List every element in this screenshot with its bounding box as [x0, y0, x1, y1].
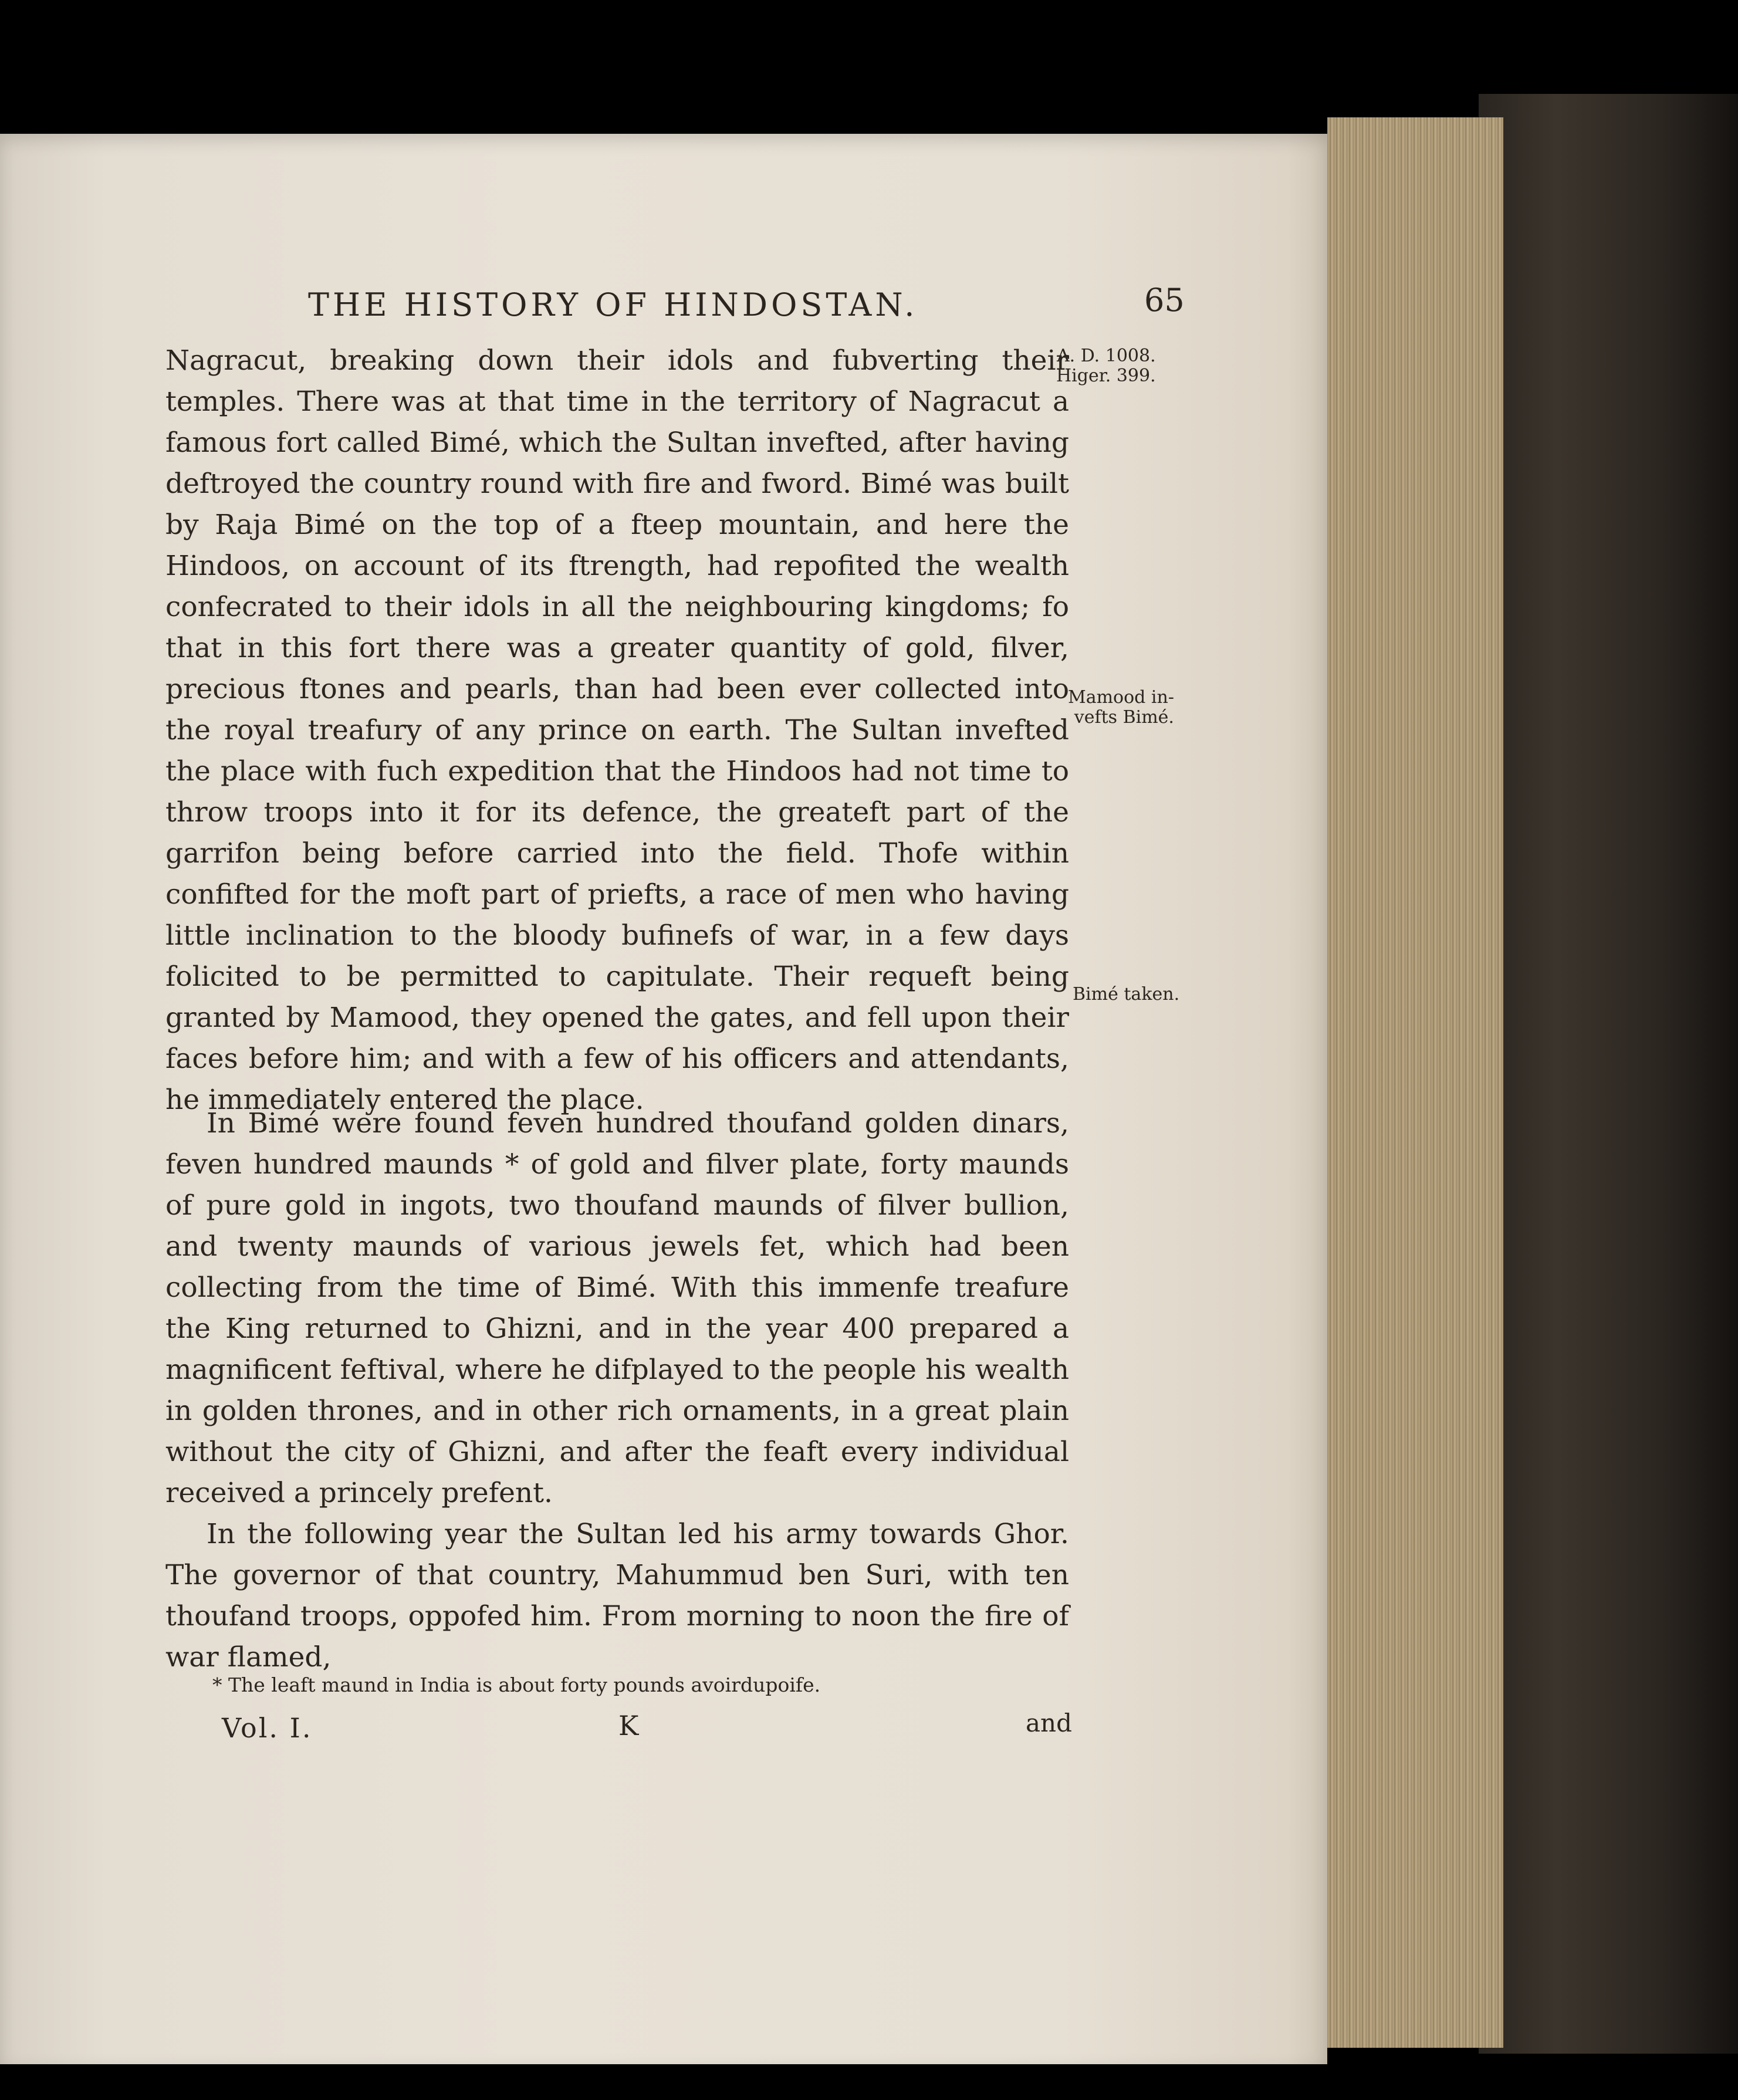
page-edges — [1327, 117, 1503, 2048]
running-head: THE HISTORY OF HINDOSTAN. — [308, 286, 918, 323]
margin-note-line: vefts Bimé. — [1074, 707, 1174, 728]
margin-note-line: A. D. 1008. — [1056, 346, 1156, 366]
volume-signature: Vol. I. — [222, 1712, 313, 1744]
signature-mark: K — [618, 1710, 639, 1741]
paragraph-2: In Bimé were found feven hundred thoufand golden dinars, feven hundred maunds * of gold and filver plate, forty maunds of pure gold in ingots, two thoufand maunds of filver bullion, and twenty maunds of various jewels fet, which had been collecting from the time of Bimé. With this immenfe treafure the King returned to Ghizni, and in the year 400 prepared a magnificent feftival, where he difplayed to the people his wealth in golden thrones, and in other rich ornaments, in a great plain without the city of Ghizni, and after the feaft every individual received a princely prefent. — [165, 1107, 1069, 1509]
book-cover — [1479, 94, 1738, 2054]
margin-note-date — [1056, 346, 1156, 386]
footnote: * The leaft maund in India is about forty pounds avoirdupoife. — [212, 1673, 821, 1696]
margin-note-line: Mamood in- — [1068, 687, 1174, 708]
paragraph-1: Nagracut, breaking down their idols and fubverting their temples. There was at that time in the territory of Nagracut a famous fort called Bimé, which the Sultan invefted, after having deftroyed the country round with fire and fword. Bimé was built by Raja Bimé on the top of a fteep mountain, and here the Hindoos, on account of its ftrength, had repofited the wealth confecrated to their idols in all the neighbouring kingdoms; fo that in this fort there was a greater quantity of gold, filver, precious ftones and pearls, than had been ever collected into the royal treafury of any prince on earth. The Sultan invefted the place with fuch expedition that the Hindoos had not time to throw troops into it for its defence, the greateft part of the garrifon being before carried into the field. Thofe within confifted for the moft part of priefts, a race of men who having little inclination to the bloody bufinefs of war, in a few days folicited to be permitted to capitulate. Their requeft being granted by Mamood, they opened the gates, and fell upon their faces before him; and with a few of his officers and attendants, he immediately entered the place. — [165, 344, 1069, 1116]
paragraph-3: In the following year the Sultan led his army towards Ghor. The governor of that country, Mahummud ben Suri, with ten thoufand troops, oppofed him. From morning to noon the fire of war flamed, — [165, 1518, 1069, 1673]
catchword: and — [1026, 1709, 1072, 1737]
margin-note-line: Higer. 399. — [1056, 366, 1156, 386]
margin-note-line: Bimé taken. — [1073, 984, 1180, 1005]
margin-note-mamood — [1068, 688, 1174, 728]
margin-note-bime — [1073, 985, 1179, 1005]
page-number: 65 — [1144, 282, 1185, 319]
